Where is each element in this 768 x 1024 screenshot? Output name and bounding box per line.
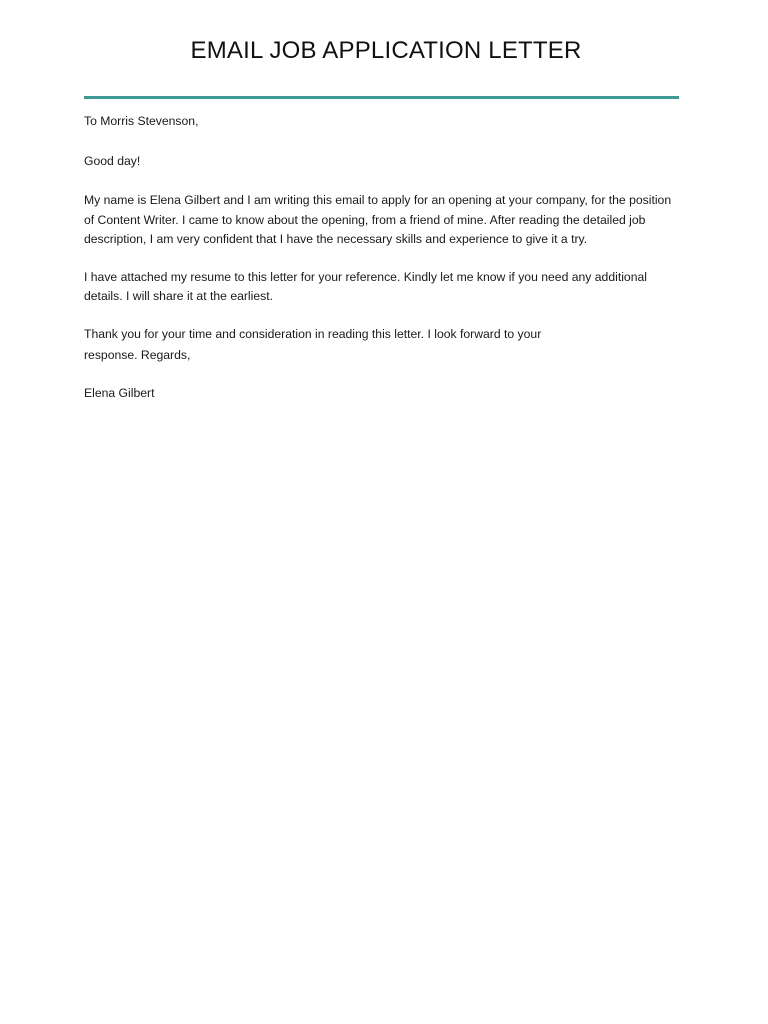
salutation: To Morris Stevenson, <box>84 114 199 128</box>
signature: Elena Gilbert <box>84 385 155 400</box>
paragraph-intro: My name is Elena Gilbert and I am writing this email to apply for an opening at your company, for the position of Content Writer. I came to know about the opening, from a friend of mine. After reading the detailed job description, I am very confident that I have the necessary skills and experience to give it a try. <box>84 193 672 246</box>
closing-line: response. Regards, <box>84 348 191 362</box>
letter-body <box>84 112 684 403</box>
closing-paragraph <box>84 325 684 366</box>
closing-line: Thank you for your time and consideration in reading this letter. I look forward to your <box>84 326 542 341</box>
page-title: EMAIL JOB APPLICATION LETTER <box>190 37 582 64</box>
paragraph-resume: I have attached my resume to this letter for your reference. Kindly let me know if you need any additional details. I will share it at the earliest. <box>84 269 647 303</box>
title-divider <box>84 96 679 99</box>
greeting: Good day! <box>84 153 141 168</box>
